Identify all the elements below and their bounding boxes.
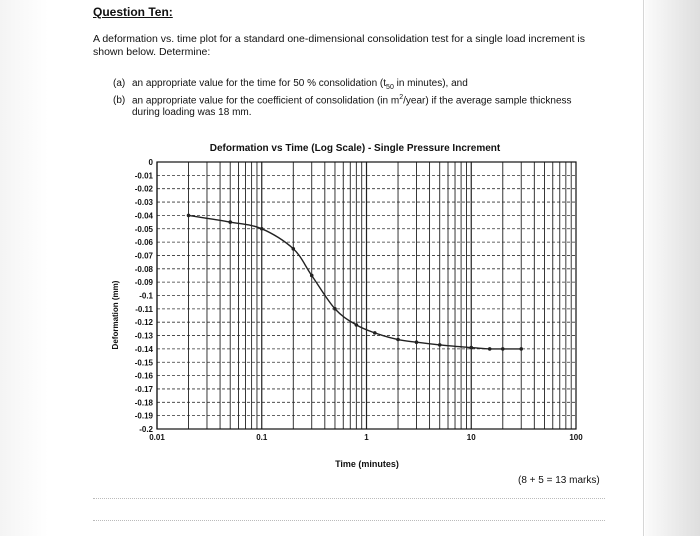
answer-line [93, 520, 605, 521]
y-tick-label: -0.2 [139, 425, 153, 434]
y-tick-label: -0.04 [134, 211, 153, 221]
data-point [438, 343, 442, 347]
part-b-superscript: 2 [399, 94, 404, 101]
y-tick-label: -0.05 [134, 224, 153, 234]
data-point [355, 323, 359, 327]
data-point [469, 346, 473, 350]
y-tick-label: -0.08 [134, 264, 153, 274]
x-axis-label: Time (minutes) [335, 459, 399, 469]
y-tick-label: -0.06 [134, 238, 153, 248]
part-a-text-2: in minutes), and [393, 78, 468, 89]
chart-title: Deformation vs Time (Log Scale) - Single Pressure Increment [209, 143, 501, 154]
y-tick-label: -0.02 [134, 184, 153, 194]
data-point [373, 331, 377, 335]
part-b-text-3: during loading was 18 mm. [132, 107, 252, 119]
chart-grid [157, 162, 576, 429]
data-point [228, 220, 232, 224]
data-point [187, 214, 191, 218]
y-tick-label: 0 [148, 158, 153, 167]
y-tick-label: -0.18 [134, 398, 153, 408]
chart-axes [135, 158, 583, 442]
data-point [488, 347, 492, 351]
marks-allocation: (8 + 5 = 13 marks) [518, 475, 600, 486]
y-tick-label: -0.12 [134, 318, 153, 328]
y-tick-label: -0.11 [135, 304, 153, 314]
data-point [396, 338, 400, 342]
y-tick-label: -0.09 [134, 278, 153, 288]
data-point [260, 227, 264, 231]
data-point [501, 347, 505, 351]
y-axis-label: Deformation (mm) [111, 280, 120, 350]
data-point [333, 307, 337, 311]
part-b-text-1: an appropriate value for the coefficient of consolidation (in m [132, 95, 400, 107]
y-tick-label: -0.1 [139, 291, 153, 301]
data-point [291, 247, 295, 251]
y-tick-label: -0.17 [134, 384, 153, 394]
y-tick-label: -0.15 [134, 358, 153, 368]
y-tick-label: -0.19 [134, 411, 153, 421]
y-tick-label: -0.03 [134, 198, 153, 208]
data-point [519, 347, 523, 351]
part-a-label: (a) [113, 78, 126, 89]
data-point [310, 274, 314, 278]
y-tick-label: -0.14 [134, 344, 153, 354]
x-tick-label: 10 [466, 433, 476, 442]
answer-line [93, 498, 605, 499]
part-b-text-2: /year) if the average sample thickness [403, 95, 572, 107]
x-tick-label: 1 [364, 433, 369, 442]
y-tick-label: -0.01 [134, 171, 153, 181]
question-intro: A deformation vs. time plot for a standard one-dimensional consolidation test for a single load increment is shown below. Determine: [93, 33, 586, 58]
y-tick-label: -0.07 [134, 251, 153, 261]
part-b-label: (b) [113, 95, 126, 107]
question-title: Question Ten: [93, 5, 173, 19]
x-tick-label: 0.1 [256, 433, 268, 442]
y-tick-label: -0.13 [134, 331, 153, 341]
part-a-text-1: an appropriate value for the time for 50 % consolidation (t [132, 78, 387, 89]
data-point [415, 340, 419, 344]
part-a-subscript: 50 [386, 84, 394, 91]
y-tick-label: -0.16 [134, 371, 153, 381]
x-tick-label: 100 [569, 433, 583, 442]
x-tick-label: 0.01 [149, 433, 165, 442]
